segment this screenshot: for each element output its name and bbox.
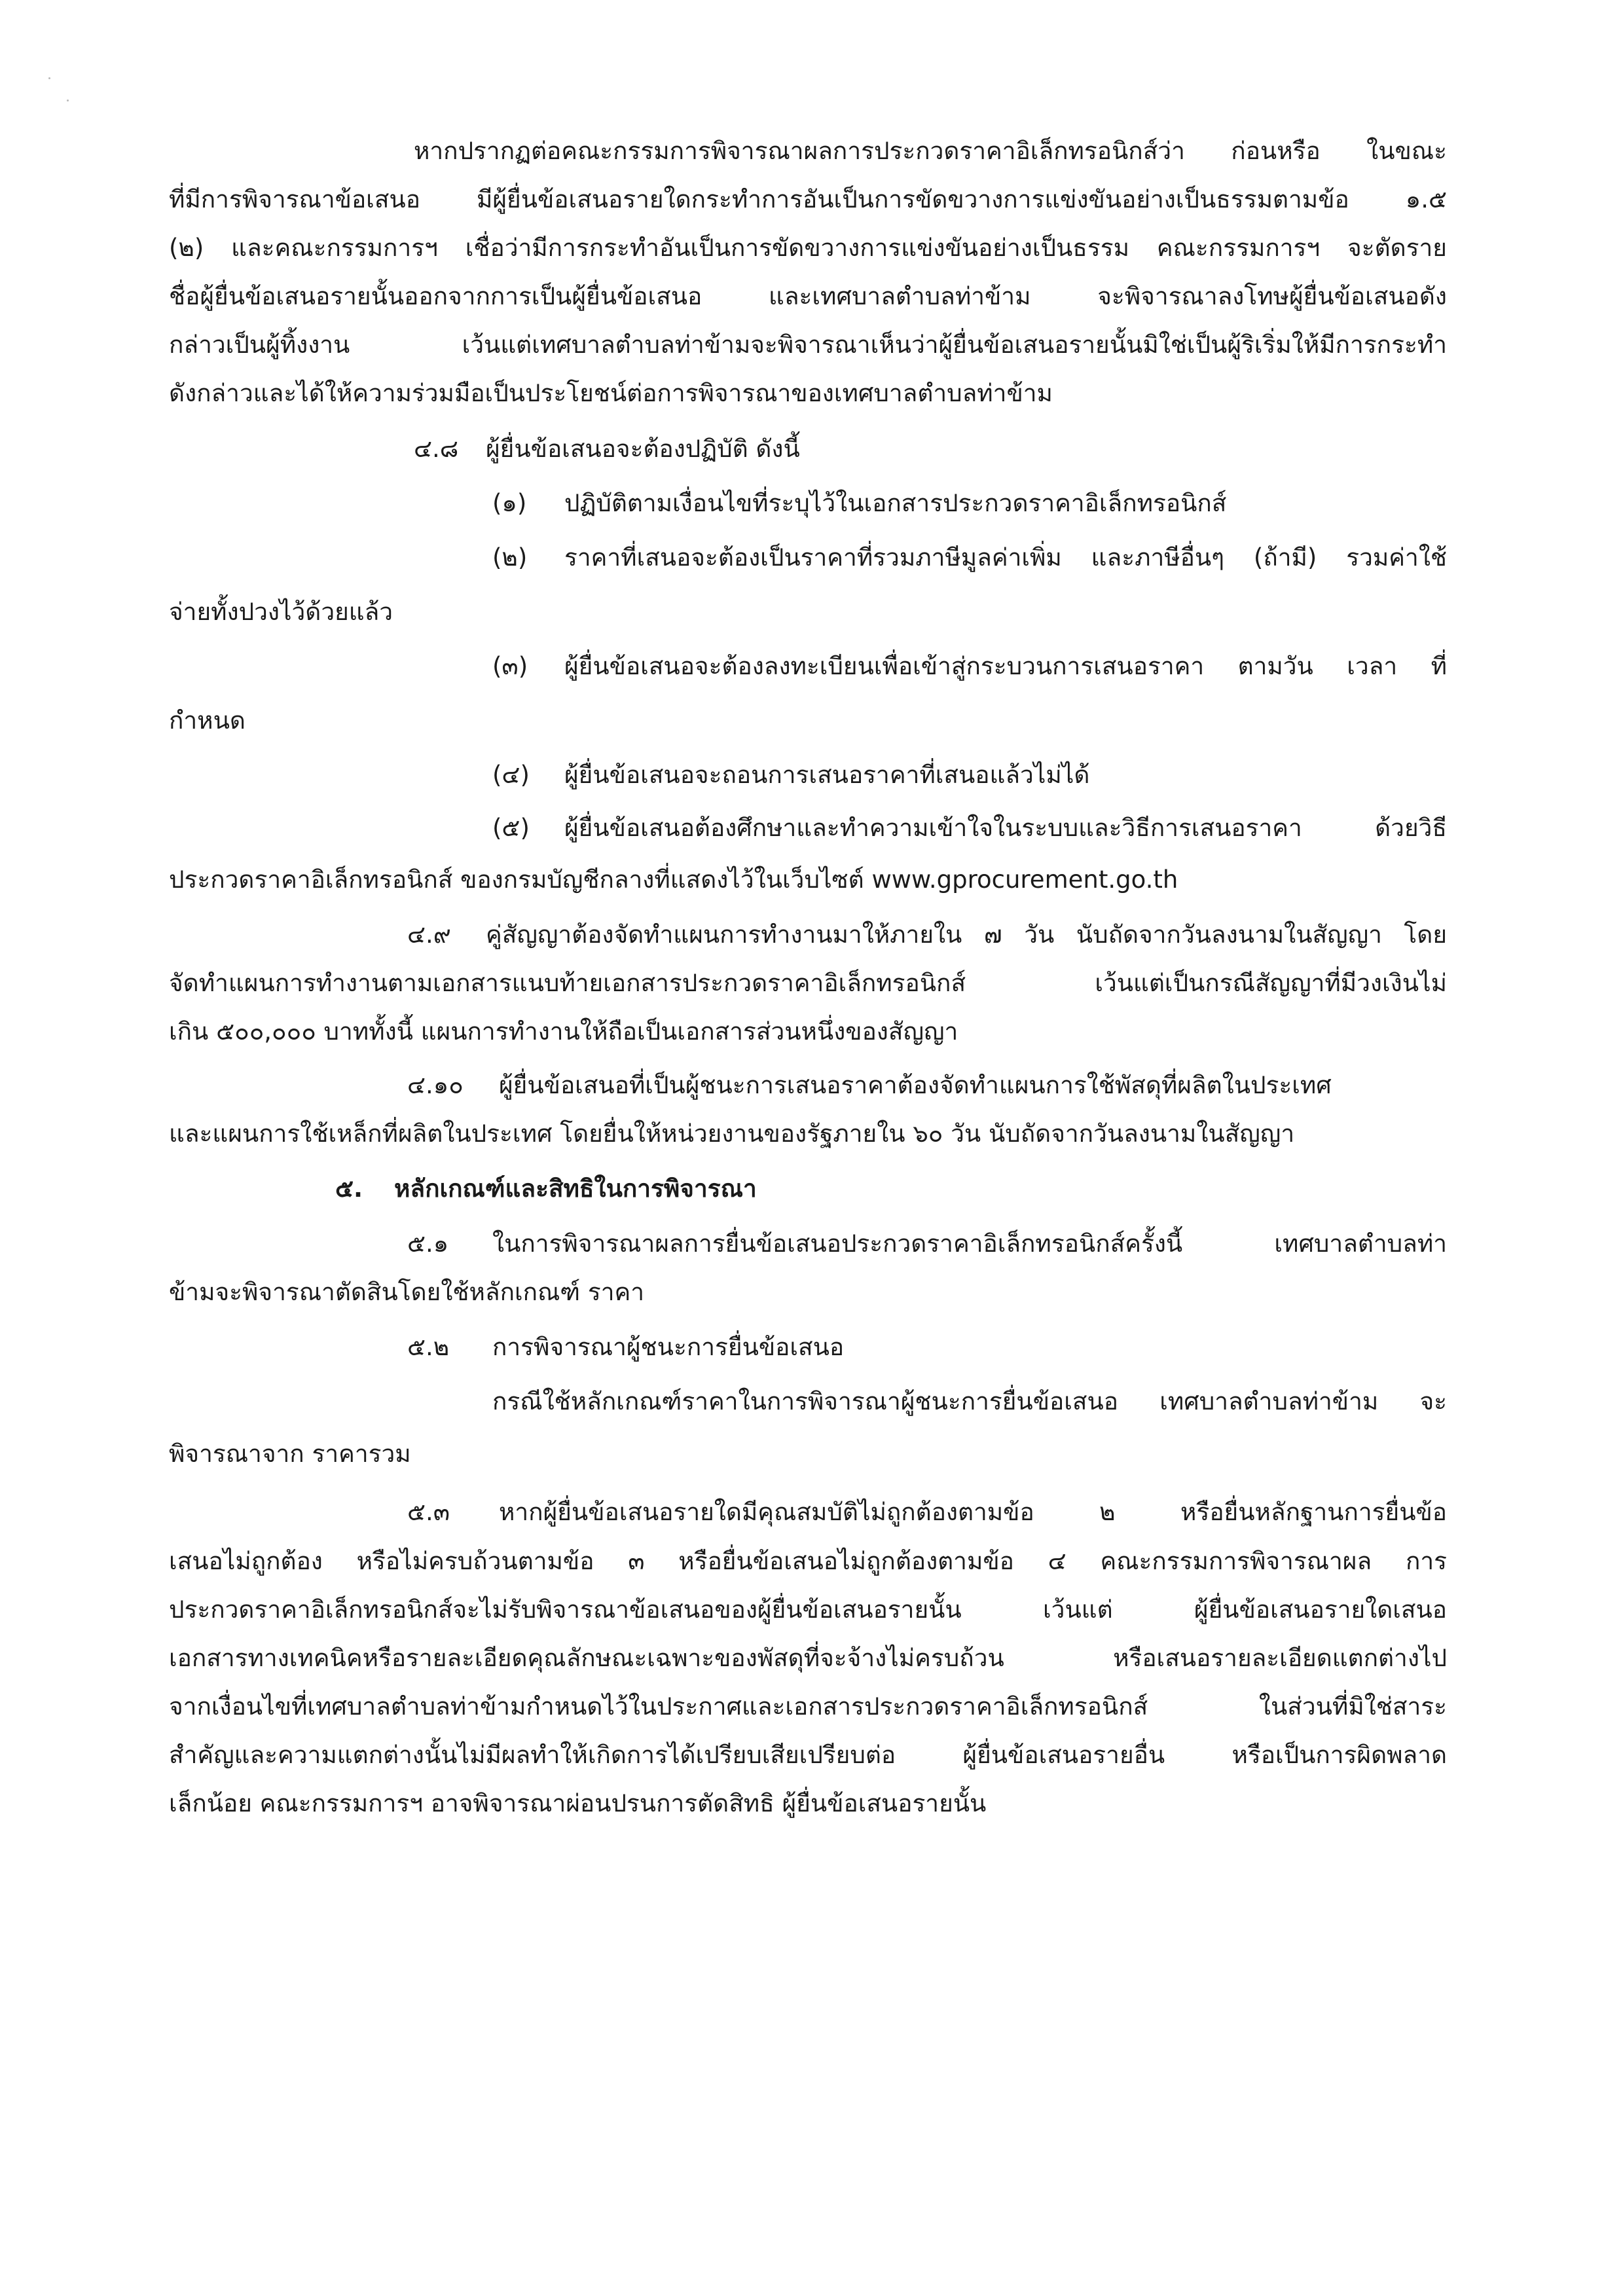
text-line: ข้ามจะพิจารณาตัดสินโดยใช้หลักเกณฑ์ ราคา: [169, 1278, 645, 1306]
text-line: ประกวดราคาอิเล็กทรอนิกส์จะไม่รับพิจารณาข้อเสนอของผู้ยื่นข้อเสนอรายนั้น เว้นแต่ ผู้ยื่นข้อเสนอรายใดเสนอ: [169, 1595, 1447, 1624]
item-number: (๕): [492, 814, 530, 842]
text-line: ผู้ยื่นข้อเสนอที่เป็นผู้ชนะการเสนอราคาต้องจัดทำแผนการใช้พัสดุที่ผลิตในประเทศ: [499, 1071, 1332, 1099]
text-line: หากผู้ยื่นข้อเสนอรายใดมีคุณสมบัติไม่ถูกต้องตามข้อ ๒ หรือยื่นหลักฐานการยื่นข้อ: [499, 1498, 1447, 1526]
section-number: ๔.๘: [414, 435, 459, 463]
item-text: กำหนด: [169, 706, 246, 735]
item-number: (๒): [492, 543, 528, 572]
text-line: คู่สัญญาต้องจัดทำแผนการทำงานมาให้ภายใน ๗ วัน นับถัดจากวันลงนามในสัญญา โดย: [486, 920, 1447, 949]
text-line: และแผนการใช้เหล็กที่ผลิตในประเทศ โดยยื่นให้หน่วยงานของรัฐภายใน ๖๐ วัน นับถัดจากวันลงนามในสัญญา: [169, 1120, 1295, 1148]
item-text: ผู้ยื่นข้อเสนอต้องศึกษาและทำความเข้าใจในระบบและวิธีการเสนอราคา ด้วยวิธี: [564, 814, 1447, 842]
item-number: (๓): [492, 652, 528, 680]
text-line: จัดทำแผนการทำงานตามเอกสารแนบท้ายเอกสารประกวดราคาอิเล็กทรอนิกส์ เว้นแต่เป็นกรณีสัญญาที่มีวงเงินไม่: [169, 969, 1447, 997]
text-line: เล็กน้อย คณะกรรมการฯ อาจพิจารณาผ่อนปรนการตัดสิทธิ ผู้ยื่นข้อเสนอรายนั้น: [169, 1789, 987, 1817]
text-line: เสนอไม่ถูกต้อง หรือไม่ครบถ้วนตามข้อ ๓ หรือยื่นข้อเสนอไม่ถูกต้องตามข้อ ๔ คณะกรรมการพิจารณาผล การ: [169, 1547, 1447, 1575]
text-line: กรณีใช้หลักเกณฑ์ราคาในการพิจารณาผู้ชนะการยื่นข้อเสนอ เทศบาลตำบลท่าข้าม จะ: [492, 1387, 1447, 1415]
item-text: ผู้ยื่นข้อเสนอจะต้องลงทะเบียนเพื่อเข้าสู่กระบวนการเสนอราคา ตามวัน เวลา ที่: [564, 652, 1447, 680]
section-number: ๕.๓: [407, 1498, 450, 1526]
section-title: การพิจารณาผู้ชนะการยื่นข้อเสนอ: [492, 1333, 845, 1361]
text-line: ที่มีการพิจารณาข้อเสนอ มีผู้ยื่นข้อเสนอรายใดกระทำการอันเป็นการขัดขวางการแข่งขันอย่างเป็นธรรมตามข้อ ๑.๕: [169, 185, 1447, 213]
text-line: หากปรากฏต่อคณะกรรมการพิจารณาผลการประกวดราคาอิเล็กทรอนิกส์ว่า ก่อนหรือ ในขณะ: [414, 137, 1447, 165]
text-line: ชื่อผู้ยื่นข้อเสนอรายนั้นออกจากการเป็นผู้ยื่นข้อเสนอ และเทศบาลตำบลท่าข้าม จะพิจารณาลงโทษผู้ยื่นข้อเสนอดัง: [169, 282, 1447, 310]
item-text: จ่ายทั้งปวงไว้ด้วยแล้ว: [169, 598, 393, 626]
section-number: ๔.๑๐: [407, 1071, 464, 1099]
item-text: ปฏิบัติตามเงื่อนไขที่ระบุไว้ในเอกสารประกวดราคาอิเล็กทรอนิกส์: [564, 489, 1227, 517]
text-line: กล่าวเป็นผู้ทิ้งงาน เว้นแต่เทศบาลตำบลท่าข้ามจะพิจารณาเห็นว่าผู้ยื่นข้อเสนอรายนั้นมิใช่เป็นผู้ริเริ่มให้มีการกระทำ: [169, 331, 1447, 359]
text-line: ในการพิจารณาผลการยื่นข้อเสนอประกวดราคาอิเล็กทรอนิกส์ครั้งนี้ เทศบาลตำบลท่า: [492, 1230, 1447, 1258]
text-line: สำคัญและความแตกต่างนั้นไม่มีผลทำให้เกิดการได้เปรียบเสียเปรียบต่อ ผู้ยื่นข้อเสนอรายอื่น หรือเป็นการผิดพลาด: [169, 1741, 1447, 1769]
section-number: ๕.: [335, 1175, 363, 1203]
section-title: หลักเกณฑ์และสิทธิในการพิจารณา: [394, 1175, 757, 1203]
text-line: (๒) และคณะกรรมการฯ เชื่อว่ามีการกระทำอันเป็นการขัดขวางการแข่งขันอย่างเป็นธรรม คณะกรรมการฯ จะตัดราย: [169, 234, 1447, 262]
text-line: จากเงื่อนไขที่เทศบาลตำบลท่าข้ามกำหนดไว้ในประกาศและเอกสารประกวดราคาอิเล็กทรอนิกส์ ในส่วนที่มิใช่สาระ: [169, 1692, 1447, 1721]
item-text: ราคาที่เสนอจะต้องเป็นราคาที่รวมภาษีมูลค่าเพิ่ม และภาษีอื่นๆ (ถ้ามี) รวมค่าใช้: [564, 543, 1447, 572]
text-line: เกิน ๕๐๐,๐๐๐ บาททั้งนี้ แผนการทำงานให้ถือเป็นเอกสารส่วนหนึ่งของสัญญา: [169, 1017, 958, 1046]
section-number: ๕.๑: [407, 1230, 449, 1258]
text-line: ดังกล่าวและได้ให้ความร่วมมือเป็นประโยชน์ต่อการพิจารณาของเทศบาลตำบลท่าข้าม: [169, 379, 1053, 407]
item-text: ผู้ยื่นข้อเสนอจะถอนการเสนอราคาที่เสนอแล้วไม่ได้: [564, 761, 1090, 789]
item-text: ประกวดราคาอิเล็กทรอนิกส์ ของกรมบัญชีกลางที่แสดงไว้ในเว็บไซต์ www.gprocurement.go.th: [169, 866, 1178, 894]
section-title: ผู้ยื่นข้อเสนอจะต้องปฏิบัติ ดังนี้: [486, 435, 800, 463]
section-number: ๔.๙: [407, 920, 451, 949]
section-number: ๕.๒: [407, 1333, 450, 1361]
text-line: เอกสารทางเทคนิคหรือรายละเอียดคุณลักษณะเฉพาะของพัสดุที่จะจ้างไม่ครบถ้วน หรือเสนอรายละเอียดแตกต่างไป: [169, 1644, 1447, 1672]
scan-speck: [48, 77, 50, 79]
item-number: (๑): [492, 489, 527, 517]
item-number: (๔): [492, 761, 530, 789]
text-line: พิจารณาจาก ราคารวม: [169, 1440, 411, 1468]
scan-speck: [67, 100, 69, 101]
